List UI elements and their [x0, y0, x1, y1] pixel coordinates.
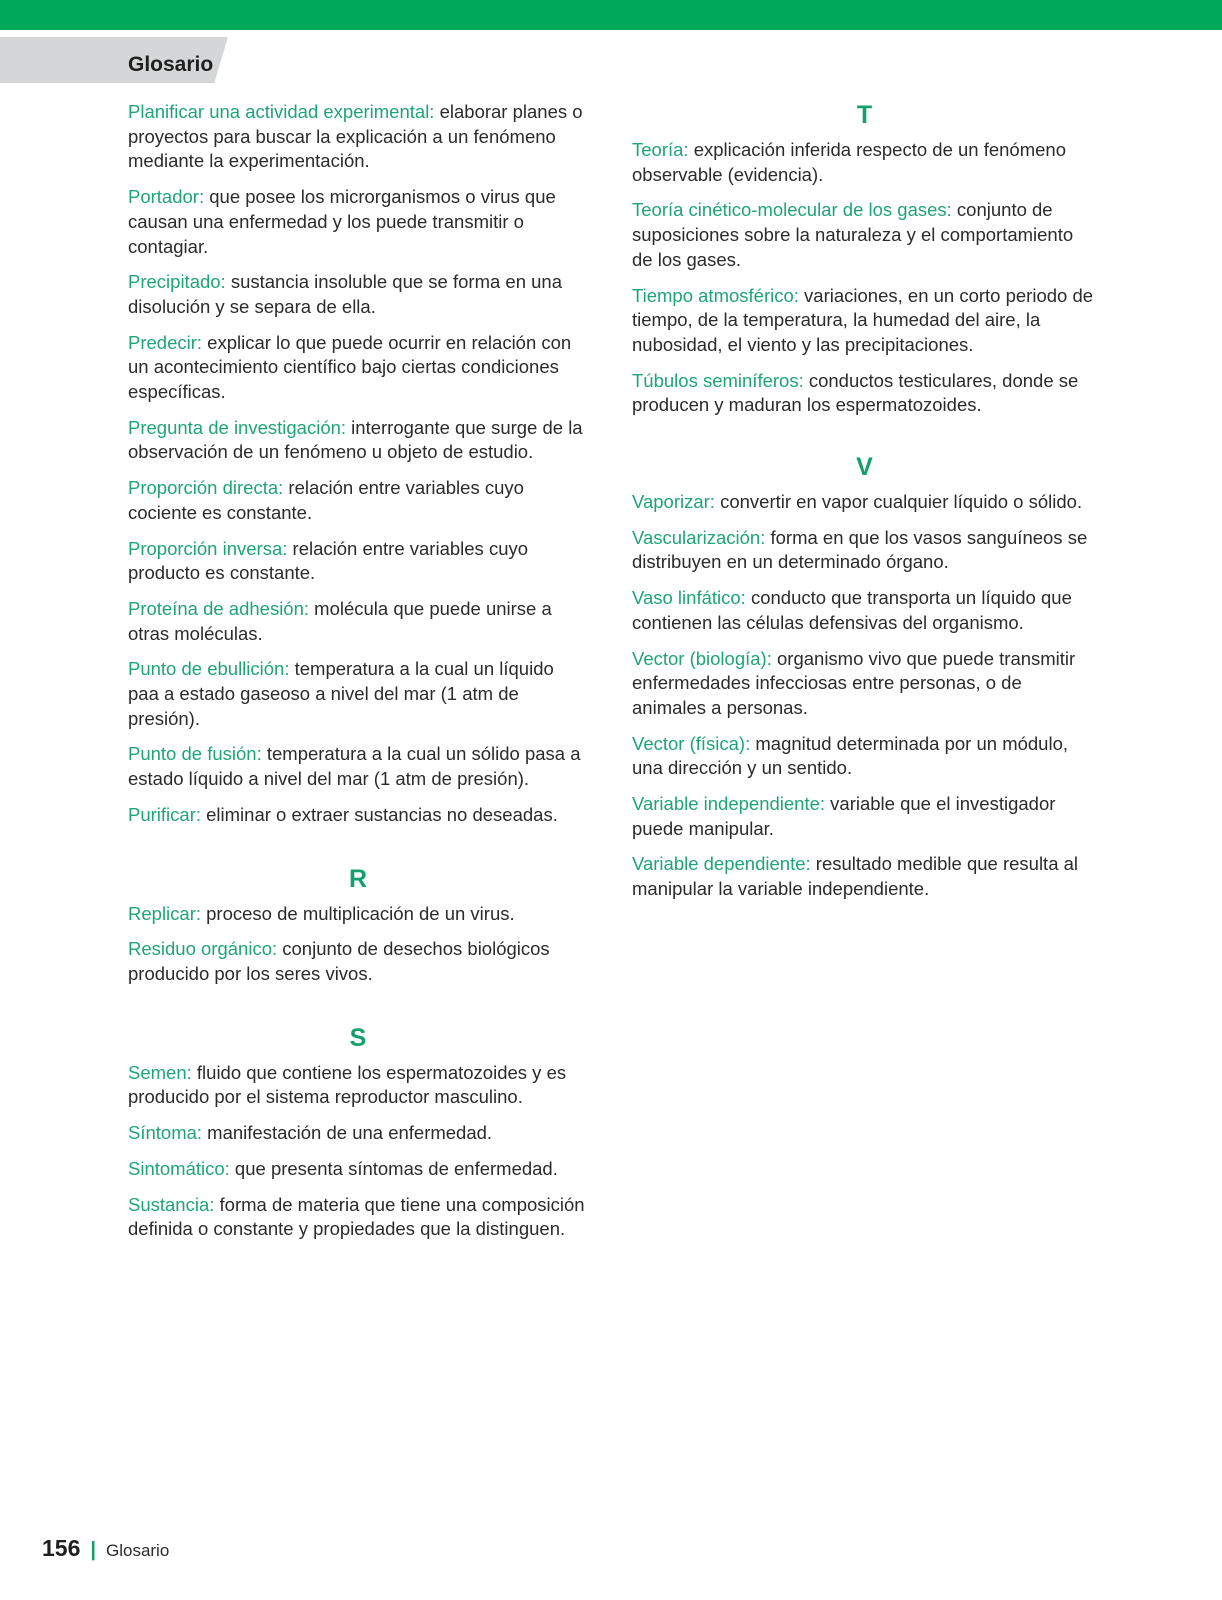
glossary-entry: [632, 732, 1097, 781]
glossary-term: Portador:: [128, 186, 205, 208]
glossary-entry: [128, 476, 588, 525]
glossary-term: Semen:: [128, 1061, 192, 1083]
section-letter: R: [348, 864, 368, 893]
glossary-entry: [128, 597, 588, 646]
glossary-entry: [128, 657, 588, 731]
glossary-definition: explicación inferida respecto de un fenómeno observable (evidencia).: [632, 139, 1066, 185]
glossary-entry: [128, 902, 588, 927]
glossary-entry: [128, 331, 588, 405]
glossary-term: Sintomático:: [128, 1157, 230, 1179]
glossary-entry: [632, 284, 1097, 358]
glossary-definition: conjunto de suposiciones sobre la naturaleza y el comportamiento de los gases.: [632, 199, 1074, 270]
glossary-definition: sustancia insoluble que se forma en una disolución y se separa de ella.: [128, 271, 563, 317]
glossary-entry: [128, 742, 588, 791]
glossary-term: Proporción inversa:: [128, 537, 288, 559]
glossary-right-column: [632, 100, 1097, 913]
glossary-definition: resultado medible que resulta al manipular la variable independiente.: [632, 853, 1079, 900]
glossary-definition: variable que el investigador puede manipular.: [632, 793, 1056, 839]
glossary-entry: [632, 852, 1097, 901]
glossary-term: Tiempo atmosférico:: [632, 284, 799, 306]
glossary-term: Teoría cinético-molecular de los gases:: [632, 199, 952, 221]
section-title: Glosario: [128, 53, 214, 76]
glossary-term: Proteína de adhesión:: [128, 597, 310, 619]
top-color-bar: [0, 0, 1222, 30]
glossary-entry: [128, 100, 588, 174]
glossary-entry: [128, 1061, 588, 1110]
glossary-term: Pregunta de investigación:: [128, 416, 347, 438]
glossary-definition: eliminar o extraer sustancias no deseadas.: [201, 803, 558, 825]
glossary-entry: [632, 586, 1097, 635]
glossary-entry: [128, 1121, 588, 1146]
glossary-definition: que posee los microrganismos o virus que causan una enfermedad y los puede transmitir o contagiar.: [128, 186, 556, 257]
glossary-term: Sustancia:: [128, 1193, 215, 1215]
glossary-entry: [128, 937, 588, 986]
glossary-entry: [128, 185, 588, 259]
glossary-definition: temperatura a la cual un líquido paa a estado gaseoso a nivel del mar (1 atm de presión).: [128, 658, 554, 729]
glossary-term: Residuo orgánico:: [128, 938, 278, 960]
glossary-definition: que presenta síntomas de enfermedad.: [229, 1157, 558, 1179]
glossary-definition: molécula que puede unirse a otras moléculas.: [128, 597, 552, 644]
glossary-entry: [128, 537, 588, 586]
glossary-definition: interrogante que surge de la observación de un fenómeno u objeto de estudio.: [128, 416, 583, 463]
glossary-term: Vector (física):: [632, 732, 751, 754]
glossary-term: Túbulos seminíferos:: [632, 369, 804, 391]
glossary-definition: relación entre variables cuyo cociente es constante.: [128, 477, 524, 523]
glossary-definition: elaborar planes o proyectos para buscar la explicación a un fenómeno mediante la experimentación.: [128, 101, 583, 172]
glossary-term: Planificar una actividad experimental:: [128, 101, 435, 122]
glossary-definition: temperatura a la cual un sólido pasa a estado líquido a nivel del mar (1 atm de presión).: [128, 743, 581, 790]
glossary-entry: [128, 803, 588, 828]
glossary-entry: [632, 490, 1097, 515]
glossary-entry: [128, 1157, 588, 1182]
glossary-entry: [632, 792, 1097, 841]
glossary-entry: [632, 526, 1097, 575]
glossary-term: Punto de fusión:: [128, 743, 262, 765]
glossary-term: Proporción directa:: [128, 477, 284, 499]
glossary-definition: organismo vivo que puede transmitir enfermedades infecciosas entre personas, o de animales a personas.: [632, 647, 1076, 718]
glossary-entry: [632, 198, 1097, 272]
glossary-entry: [632, 369, 1097, 418]
glossary-term: Vector (biología):: [632, 647, 772, 669]
glossary-term: Precipitado:: [128, 271, 226, 293]
glossary-entry: [632, 647, 1097, 721]
page-footer: [42, 1535, 169, 1565]
glossary-entry: [128, 1193, 588, 1242]
glossary-term: Variable dependiente:: [632, 853, 811, 875]
glossary-definition: conductos testiculares, donde se producen y maduran los espermatozoides.: [632, 369, 1079, 416]
footer-separator: |: [90, 1539, 96, 1561]
glossary-term: Teoría:: [632, 139, 689, 160]
glossary-definition: fluido que contiene los espermatozoides y es producido por el sistema reproductor masculino.: [128, 1061, 567, 1108]
glossary-definition: forma en que los vasos sanguíneos se distribuyen en un determinado órgano.: [632, 526, 1088, 573]
glossary-term: Predecir:: [128, 331, 203, 353]
glossary-definition: manifestación de una enfermedad.: [202, 1122, 493, 1144]
footer-label: Glosario: [105, 1541, 170, 1560]
section-letter: S: [349, 1023, 367, 1052]
glossary-term: Replicar:: [128, 902, 201, 924]
glossary-definition: forma de materia que tiene una composición definida o constante y propiedades que la distinguen.: [128, 1193, 585, 1240]
glossary-term: Purificar:: [128, 803, 201, 825]
section-letter: T: [856, 101, 873, 129]
glossary-term: Vascularización:: [632, 526, 766, 548]
glossary-definition: variaciones, en un corto periodo de tiempo, de la temperatura, la humedad del aire, la nubosidad, el viento y las precipitaciones.: [632, 284, 1094, 355]
glossary-definition: magnitud determinada por un módulo, una dirección y un sentido.: [632, 732, 1069, 779]
glossary-definition: proceso de multiplicación de un virus.: [201, 902, 515, 924]
glossary-term: Vaporizar:: [632, 491, 715, 513]
page-number: 156: [42, 1535, 81, 1561]
section-letter: V: [856, 453, 873, 482]
glossary-term: Vaso linfático:: [632, 587, 746, 609]
glossary-definition: conducto que transporta un líquido que contienen las células defensivas del organismo.: [632, 587, 1072, 633]
glossary-definition: conjunto de desechos biológicos producido por los seres vivos.: [128, 938, 550, 984]
glossary-term: Punto de ebullición:: [128, 658, 290, 680]
glossary-entry: [128, 416, 588, 465]
glossary-term: Variable independiente:: [632, 793, 826, 815]
glossary-definition: relación entre variables cuyo producto es constante.: [128, 537, 529, 584]
glossary-term: Síntoma:: [128, 1122, 203, 1144]
glossary-entry: [632, 138, 1097, 187]
glossary-definition: convertir en vapor cualquier líquido o sólido.: [714, 491, 1083, 513]
glossary-left-column: [128, 100, 588, 1253]
glossary-entry: [128, 270, 588, 319]
glossary-definition: explicar lo que puede ocurrir en relación con un acontecimiento científico bajo ciertas condiciones específicas.: [128, 331, 572, 403]
